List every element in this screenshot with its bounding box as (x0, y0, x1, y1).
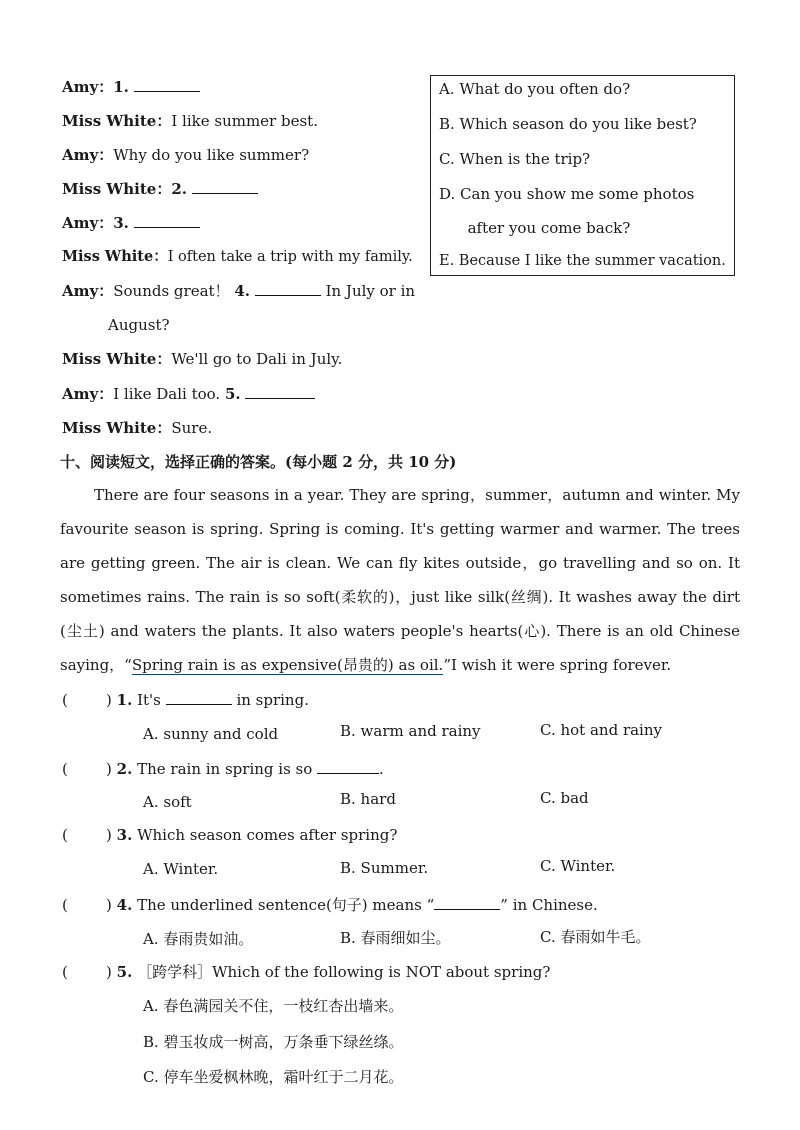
question-number: 3. (113, 214, 129, 232)
choice-b[interactable]: B. warm and rainy (340, 722, 481, 740)
choice-a[interactable]: A. sunny and cold (143, 725, 279, 743)
speaker: Amy： (62, 214, 114, 232)
question-2 (62, 759, 384, 778)
speaker: Miss White： (62, 419, 172, 437)
dialogue-line (62, 349, 342, 369)
speaker: Amy： (62, 146, 114, 164)
choice-b[interactable]: B. hard (340, 790, 396, 808)
question-3 (62, 826, 397, 844)
choice-c[interactable]: C. 停车坐爱枫林晚，霜叶红于二月花。 (143, 1068, 404, 1086)
option-e: E. Because I like the summer vacation. (439, 253, 726, 269)
question-number: 3. (116, 826, 133, 844)
dialogue-line (62, 179, 258, 199)
dialogue-line (62, 247, 413, 267)
question-stem-after: ” in Chinese. (500, 896, 598, 914)
question-stem: It's (137, 691, 161, 709)
reading-passage (60, 478, 740, 682)
answer-blank[interactable] (434, 895, 500, 910)
answer-paren[interactable]: ( ) (62, 826, 112, 844)
option-b: B. Which season do you like best? (439, 115, 697, 133)
dialogue-text: Why do you like summer? (113, 146, 310, 164)
choice-c[interactable]: C. 春雨如牛毛。 (540, 928, 651, 946)
dialogue-line (62, 281, 415, 301)
question-number: 1. (113, 78, 129, 96)
dialogue-line (62, 111, 318, 131)
choice-a[interactable]: A. Winter. (143, 860, 219, 878)
dialogue-line (62, 77, 200, 97)
answer-paren[interactable]: ( ) (62, 896, 112, 914)
answer-blank[interactable] (192, 179, 258, 194)
dialogue-text: Sounds great！ (113, 282, 230, 300)
speaker: Miss White： (62, 180, 172, 198)
choice-b[interactable]: B. Summer. (340, 859, 429, 877)
question-number: 1. (116, 691, 133, 709)
dialogue-text: I often take a trip with my family. (167, 249, 413, 265)
question-number: 2. (171, 180, 188, 198)
dialogue-line (62, 418, 212, 438)
dialogue-text: I like Dali too. (113, 385, 221, 403)
choice-b[interactable]: B. 碧玉妆成一树高，万条垂下绿丝绦。 (143, 1033, 404, 1051)
section-heading: 十、阅读短文，选择正确的答案。(每小题 2 分，共 10 分) (60, 453, 457, 471)
question-stem: The underlined sentence(句子) means “ (137, 896, 435, 914)
answer-blank[interactable] (134, 77, 200, 92)
passage-text: There are four seasons in a year. They are spring，summer，autumn and winter. My favourite season is spring. Spring is coming. It's getting warmer and warmer. The trees are getting green. The air is clean. We can fly kites outside，go travelling and so on. It sometimes rains. The rain is so soft(柔软的)，just like silk(丝绸). It washes away the dirt (尘土) and waters the plants. It also waters people's hearts(心). There is an old Chinese saying，“ (60, 486, 740, 674)
dialogue-line (62, 384, 315, 404)
choice-a[interactable]: A. soft (143, 793, 192, 811)
question-5 (62, 961, 550, 982)
dialogue-text: Sure. (171, 419, 213, 437)
option-a: A. What do you often do? (439, 80, 631, 98)
question-number: 4. (116, 896, 133, 914)
choice-a[interactable]: A. 春雨贵如油。 (143, 930, 254, 948)
answer-blank[interactable] (317, 759, 379, 774)
option-d-continued: after you come back? (439, 219, 631, 237)
question-stem-after: in spring. (236, 691, 309, 709)
question-stem-after: . (379, 760, 384, 778)
answer-paren[interactable]: ( ) (62, 760, 112, 778)
speaker: Amy： (62, 282, 114, 300)
question-number: 5. (116, 963, 133, 981)
question-stem: ［跨学科］Which of the following is NOT about spring? (137, 963, 551, 981)
dialogue-line (62, 145, 309, 165)
option-d: D. Can you show me some photos (439, 185, 695, 203)
question-4 (62, 894, 598, 915)
dialogue-line (108, 315, 170, 335)
dialogue-text: August? (108, 316, 170, 334)
answer-paren[interactable]: ( ) (62, 963, 112, 981)
speaker: Miss White： (62, 112, 172, 130)
answer-blank[interactable] (245, 384, 315, 399)
choice-b[interactable]: B. 春雨细如尘。 (340, 929, 451, 947)
question-stem: The rain in spring is so (137, 760, 313, 778)
question-stem: Which season comes after spring? (137, 826, 398, 844)
passage-text-end: ”I wish it were spring forever. (443, 656, 672, 674)
dialogue-text-after: In July or in (325, 282, 416, 300)
answer-blank[interactable] (166, 690, 232, 705)
choice-c[interactable]: C. bad (540, 789, 589, 807)
dialogue-line (62, 213, 200, 233)
dialogue-text: We'll go to Dali in July. (171, 350, 343, 368)
question-number: 5. (224, 385, 241, 403)
answer-paren[interactable]: ( ) (62, 691, 112, 709)
question-number: 2. (116, 760, 133, 778)
speaker: Miss White： (62, 350, 172, 368)
underlined-sentence: Spring rain is as expensive(昂贵的) as oil. (131, 656, 444, 674)
answer-blank[interactable] (134, 213, 200, 228)
dialogue-text: I like summer best. (171, 112, 318, 130)
question-number: 4. (234, 282, 251, 300)
speaker: Amy： (62, 78, 114, 96)
speaker: Amy： (62, 385, 114, 403)
choice-c[interactable]: C. hot and rainy (540, 721, 662, 739)
choice-c[interactable]: C. Winter. (540, 857, 616, 875)
options-box (430, 75, 735, 276)
answer-blank[interactable] (255, 281, 321, 296)
option-c: C. When is the trip? (439, 150, 591, 168)
speaker: Miss White： (62, 248, 168, 265)
question-1 (62, 690, 309, 709)
choice-a[interactable]: A. 春色满园关不住，一枝红杏出墙来。 (143, 997, 404, 1015)
